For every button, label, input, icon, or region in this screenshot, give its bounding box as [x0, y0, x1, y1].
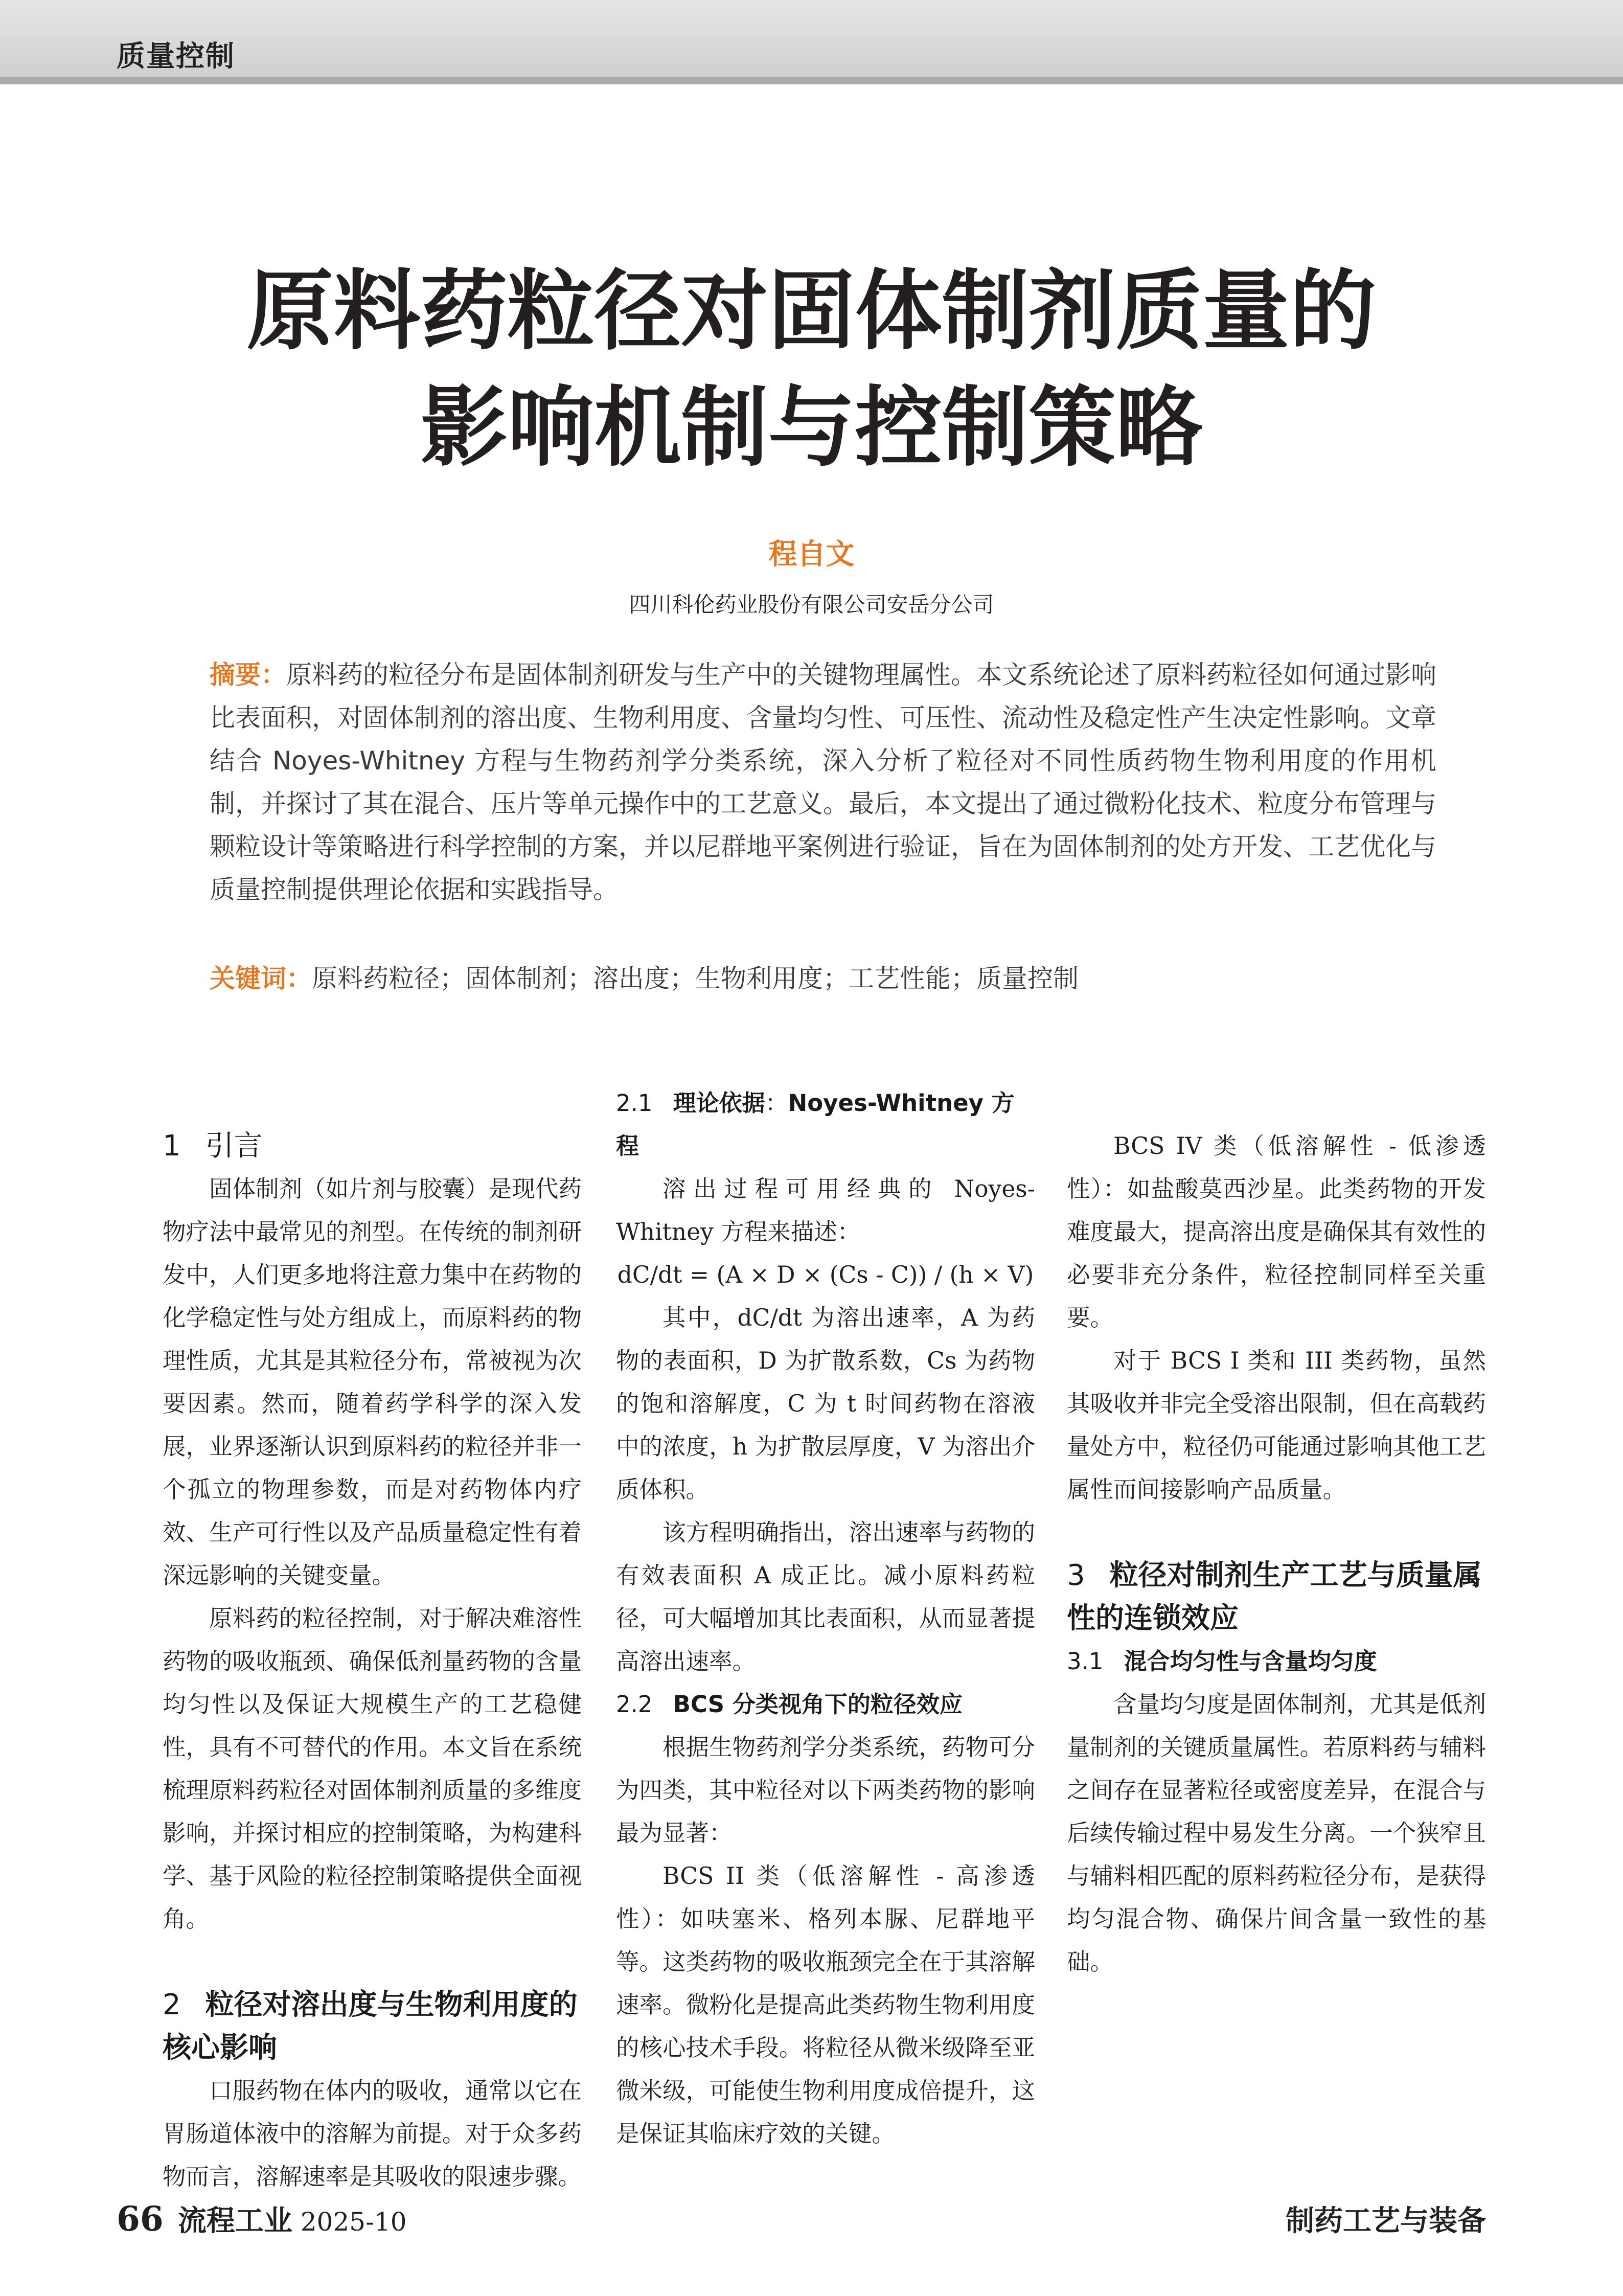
section-3-heading	[1067, 1554, 1486, 1640]
subsection-number: 3.1	[1067, 1648, 1104, 1675]
title-line-2: 影响机制与控制策略	[420, 377, 1203, 479]
author: 程自文	[768, 538, 855, 571]
subsection-title-2: Noyes-Whitney 方程	[616, 1089, 1015, 1160]
subsection-separator: ：	[765, 1089, 788, 1117]
paragraph: 含量均匀度是固体制剂，尤其是低剂量制剂的关键质量属性。若原料药与辅料之间存在显著粒径或密度差异，在混合与后续传输过程中易发生分离。一个狭窄且与辅料相匹配的原料药粒径分布，是获得均匀混合物、确保片间含量一致性的基础。	[1067, 1691, 1486, 1975]
column-1	[163, 1125, 582, 2190]
keywords-label: 关键词：	[210, 964, 312, 993]
section-2-heading	[163, 1984, 582, 2070]
keywords	[210, 957, 1436, 1000]
paragraph: 根据生物药剂学分类系统，药物可分为四类，其中粒径对以下两类药物的影响最为显著：	[616, 1734, 1035, 1847]
column-2	[616, 1082, 1035, 2147]
equation: dC/dt = (A × D × (Cs - C)) / (h × V)	[617, 1261, 1034, 1288]
paragraph: 固体制剂（如片剂与胶囊）是现代药物疗法中最常见的剂型。在传统的制剂研发中，人们更多地将注意力集中在药物的化学稳定性与处方组成上，而原料药的物理性质，尤其是其粒径分布，常被视为次要因素。然而，随着药学科学的深入发展，业界逐渐认识到原料药的粒径并非一个孤立的物理参数，而是对药物体内疗效、生产可行性以及产品质量稳定性有着深远影响的关键变量。	[163, 1175, 582, 1589]
paragraph: 溶出过程可用经典的 Noyes-Whitney 方程来描述：	[616, 1175, 1035, 1245]
footer-left	[117, 2198, 407, 2239]
subsection-title: 混合均匀性与含量均匀度	[1124, 1648, 1377, 1675]
paragraph: 口服药物在体内的吸收，通常以它在胃肠道体液中的溶解为前提。对于众多药物而言，溶解速率是其吸收的限速步骤。	[163, 2077, 582, 2190]
section-label: 质量控制	[117, 40, 235, 73]
subsection-2-2-heading	[616, 1683, 1035, 1726]
subsection-title: 理论依据	[673, 1089, 765, 1117]
paragraph: 该方程明确指出，溶出速率与药物的有效表面积 A 成正比。减小原料药粒径，可大幅增加其比表面积，从而显著提高溶出速率。	[616, 1519, 1035, 1675]
section-title: 粒径对溶出度与生物利用度的核心影响	[163, 1988, 578, 2064]
abstract	[210, 653, 1436, 911]
paragraph: 对于 BCS I 类和 III 类药物，虽然其吸收并非完全受溶出限制，但在高载药量处方中，粒径仍可能通过影响其他工艺属性而间接影响产品质量。	[1067, 1347, 1486, 1503]
subsection-2-1-heading	[616, 1082, 1035, 1168]
paragraph: BCS IV 类（低溶解性 - 低渗透性）：如盐酸莫西沙星。此类药物的开发难度最大，提高溶出度是确保其有效性的必要非充分条件，粒径控制同样至关重要。	[1067, 1132, 1486, 1331]
affiliation: 四川科伦药业股份有限公司安岳分公司	[629, 592, 994, 617]
abstract-text: 原料药的粒径分布是固体制剂研发与生产中的关键物理属性。本文系统论述了原料药粒径如何通过影响比表面积，对固体制剂的溶出度、生物利用度、含量均匀性、可压性、流动性及稳定性产生决定性影响。文章结合 Noyes-Whitney 方程与生物药剂学分类系统，深入分析了粒径对不同性质药物生物利用度的作用机制，并探讨了其在混合、压片等单元操作中的工艺意义。最后，本文提出了通过微粉化技术、粒度分布管理与颗粒设计等策略进行科学控制的方案，并以尼群地平案例进行验证，旨在为固体制剂的处方开发、工艺优化与质量控制提供理论依据和实践指导。	[210, 660, 1436, 904]
issue-date: 2025-10	[300, 2207, 407, 2237]
page-number: 66	[117, 2199, 164, 2239]
paragraph: 原料药的粒径控制，对于解决难溶性药物的吸收瓶颈、确保低剂量药物的含量均匀性以及保证大规模生产的工艺稳健性，具有不可替代的作用。本文旨在系统梳理原料药粒径对固体制剂质量的多维度影响，并探讨相应的控制策略，为构建科学、基于风险的粒径控制策略提供全面视角。	[163, 1605, 582, 1933]
column-3	[1067, 1125, 1486, 2152]
subsection-number: 2.1	[616, 1089, 653, 1117]
paragraph: 其中，dC/dt 为溶出速率，A 为药物的表面积，D 为扩散系数，Cs 为药物的饱和溶解度，C 为 t 时间药物在溶液中的浓度，h 为扩散层厚度，V 为溶出介质体积。	[616, 1304, 1035, 1503]
title-line-1: 原料药粒径对固体制剂质量的	[246, 261, 1377, 362]
keywords-text: 原料药粒径；固体制剂；溶出度；生物利用度；工艺性能；质量控制	[312, 964, 1079, 993]
journal-name: 流程工业	[177, 2204, 292, 2238]
subsection-3-1-heading	[1067, 1640, 1486, 1683]
section-title: 粒径对制剂生产工艺与质量属性的连锁效应	[1067, 1559, 1482, 1635]
section-title: 引言	[205, 1129, 263, 1163]
section-1-heading	[163, 1125, 582, 1168]
subsection-number: 2.2	[616, 1691, 653, 1718]
section-number: 1	[163, 1129, 181, 1163]
header-bar	[0, 0, 1623, 84]
abstract-label: 摘要：	[210, 660, 286, 690]
article-title	[0, 253, 1623, 486]
section-number: 3	[1067, 1559, 1085, 1592]
section-number: 2	[163, 1988, 181, 2021]
paragraph: BCS II 类（低溶解性 - 高渗透性）：如呋塞米、格列本脲、尼群地平等。这类药物的吸收瓶颈完全在于其溶解速率。微粉化是提高此类药物生物利用度的核心技术手段。将粒径从微米级降至亚微米级，可能使生物利用度成倍提升，这是保证其临床疗效的关键。	[616, 1862, 1035, 2147]
subsection-title: BCS 分类视角下的粒径效应	[673, 1691, 963, 1718]
footer-column-name: 制药工艺与装备	[1286, 2204, 1486, 2238]
